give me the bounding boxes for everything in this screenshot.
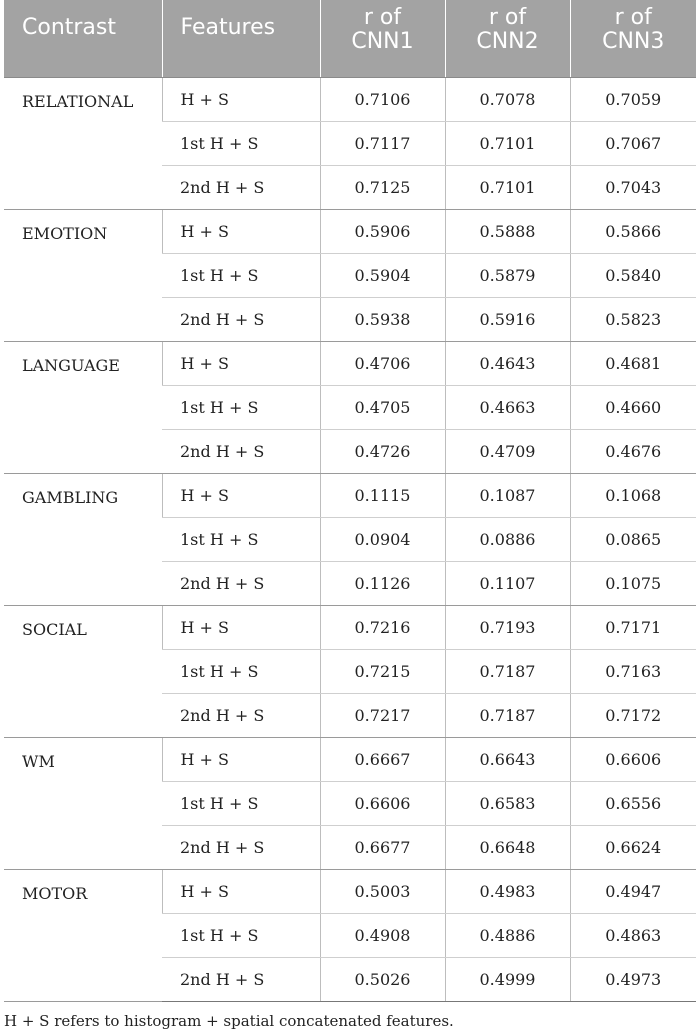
r-cnn3-cell: 0.7059 (570, 77, 696, 121)
r-cnn3-cell: 0.4973 (570, 957, 696, 1001)
table-header (4, 0, 696, 77)
feature-cell: 1st H + S (162, 781, 320, 825)
r-cnn3-cell: 0.4681 (570, 341, 696, 385)
r-cnn2-cell: 0.5916 (445, 297, 570, 341)
r-cnn2-cell: 0.7101 (445, 165, 570, 209)
r-cnn3-cell: 0.7172 (570, 693, 696, 737)
r-cnn2-cell: 0.7078 (445, 77, 570, 121)
r-cnn3-cell: 0.7171 (570, 605, 696, 649)
table-row (4, 605, 696, 649)
feature-cell: H + S (162, 341, 320, 385)
header-r-cnn3 (570, 0, 696, 77)
r-cnn3-cell: 0.4676 (570, 429, 696, 473)
r-cnn1-cell: 0.7125 (320, 165, 445, 209)
r-cnn2-cell: 0.7193 (445, 605, 570, 649)
feature-cell: H + S (162, 737, 320, 781)
table-footnote: H + S refers to histogram + spatial concatenated features. (4, 1012, 454, 1030)
r-cnn2-cell: 0.4999 (445, 957, 570, 1001)
contrast-cell: RELATIONAL (4, 77, 162, 209)
r-cnn1-cell: 0.7217 (320, 693, 445, 737)
r-cnn1-cell: 0.5906 (320, 209, 445, 253)
header-r-cnn2 (445, 0, 570, 77)
r-cnn3-cell: 0.5866 (570, 209, 696, 253)
r-cnn2-cell: 0.7187 (445, 693, 570, 737)
r-cnn1-cell: 0.7117 (320, 121, 445, 165)
table-row (4, 737, 696, 781)
header-contrast: Contrast (4, 0, 162, 77)
r-cnn1-cell: 0.4726 (320, 429, 445, 473)
contrast-cell: GAMBLING (4, 473, 162, 605)
r-cnn1-cell: 0.4705 (320, 385, 445, 429)
r-cnn3-cell: 0.1068 (570, 473, 696, 517)
feature-cell: 2nd H + S (162, 957, 320, 1001)
table-row (4, 473, 696, 517)
contrast-cell: EMOTION (4, 209, 162, 341)
r-cnn3-cell: 0.1075 (570, 561, 696, 605)
r-cnn2-cell: 0.6643 (445, 737, 570, 781)
contrast-cell: MOTOR (4, 869, 162, 1001)
r-cnn1-cell: 0.5026 (320, 957, 445, 1001)
r-cnn2-cell: 0.1087 (445, 473, 570, 517)
header-features: Features (162, 0, 320, 77)
r-cnn1-cell: 0.6677 (320, 825, 445, 869)
r-cnn2-cell: 0.5879 (445, 253, 570, 297)
r-cnn3-cell: 0.6556 (570, 781, 696, 825)
table-row (4, 209, 696, 253)
r-cnn2-cell: 0.4983 (445, 869, 570, 913)
r-cnn3-cell: 0.4660 (570, 385, 696, 429)
r-cnn3-cell: 0.7043 (570, 165, 696, 209)
r-cnn3-cell: 0.4947 (570, 869, 696, 913)
r-cnn1-cell: 0.6606 (320, 781, 445, 825)
header-row (4, 0, 696, 77)
r-cnn3-cell: 0.7163 (570, 649, 696, 693)
feature-cell: 1st H + S (162, 517, 320, 561)
table-body (4, 77, 696, 1001)
r-cnn2-cell: 0.6583 (445, 781, 570, 825)
results-table-container (4, 0, 696, 1002)
header-r-cnn1 (320, 0, 445, 77)
feature-cell: 2nd H + S (162, 297, 320, 341)
r-cnn1-cell: 0.1115 (320, 473, 445, 517)
table-row (4, 869, 696, 913)
r-cnn2-cell: 0.6648 (445, 825, 570, 869)
feature-cell: H + S (162, 77, 320, 121)
r-cnn1-cell: 0.5938 (320, 297, 445, 341)
feature-cell: 1st H + S (162, 253, 320, 297)
r-cnn3-cell: 0.0865 (570, 517, 696, 561)
r-cnn3-cell: 0.6624 (570, 825, 696, 869)
contrast-cell: WM (4, 737, 162, 869)
r-cnn2-cell: 0.4643 (445, 341, 570, 385)
feature-cell: H + S (162, 473, 320, 517)
header-r-cnn3-line1: r of (614, 5, 652, 30)
feature-cell: 2nd H + S (162, 825, 320, 869)
r-cnn2-cell: 0.4886 (445, 913, 570, 957)
feature-cell: 1st H + S (162, 913, 320, 957)
header-r-cnn2-line1: r of (488, 5, 527, 30)
r-cnn1-cell: 0.7216 (320, 605, 445, 649)
feature-cell: H + S (162, 869, 320, 913)
feature-cell: 2nd H + S (162, 693, 320, 737)
header-r-cnn1-line2: CNN1 (351, 29, 414, 54)
feature-cell: 2nd H + S (162, 429, 320, 473)
r-cnn3-cell: 0.6606 (570, 737, 696, 781)
header-r-cnn2-line2: CNN2 (476, 29, 539, 54)
r-cnn1-cell: 0.6667 (320, 737, 445, 781)
feature-cell: 2nd H + S (162, 165, 320, 209)
r-cnn1-cell: 0.7215 (320, 649, 445, 693)
r-cnn2-cell: 0.4663 (445, 385, 570, 429)
r-cnn3-cell: 0.5823 (570, 297, 696, 341)
feature-cell: 1st H + S (162, 649, 320, 693)
r-cnn2-cell: 0.0886 (445, 517, 570, 561)
r-cnn1-cell: 0.7106 (320, 77, 445, 121)
feature-cell: 2nd H + S (162, 561, 320, 605)
r-cnn2-cell: 0.7187 (445, 649, 570, 693)
r-cnn1-cell: 0.5003 (320, 869, 445, 913)
header-r-cnn1-line1: r of (363, 5, 402, 30)
contrast-cell: SOCIAL (4, 605, 162, 737)
feature-cell: 1st H + S (162, 121, 320, 165)
r-cnn1-cell: 0.0904 (320, 517, 445, 561)
table-row (4, 77, 696, 121)
table-row (4, 341, 696, 385)
r-cnn1-cell: 0.5904 (320, 253, 445, 297)
r-cnn1-cell: 0.1126 (320, 561, 445, 605)
r-cnn1-cell: 0.4908 (320, 913, 445, 957)
r-cnn3-cell: 0.7067 (570, 121, 696, 165)
header-r-cnn3-line2: CNN3 (602, 29, 665, 54)
r-cnn2-cell: 0.5888 (445, 209, 570, 253)
results-table (4, 0, 696, 1002)
feature-cell: H + S (162, 605, 320, 649)
r-cnn3-cell: 0.4863 (570, 913, 696, 957)
r-cnn2-cell: 0.7101 (445, 121, 570, 165)
r-cnn3-cell: 0.5840 (570, 253, 696, 297)
contrast-cell: LANGUAGE (4, 341, 162, 473)
feature-cell: 1st H + S (162, 385, 320, 429)
feature-cell: H + S (162, 209, 320, 253)
r-cnn1-cell: 0.4706 (320, 341, 445, 385)
r-cnn2-cell: 0.4709 (445, 429, 570, 473)
r-cnn2-cell: 0.1107 (445, 561, 570, 605)
